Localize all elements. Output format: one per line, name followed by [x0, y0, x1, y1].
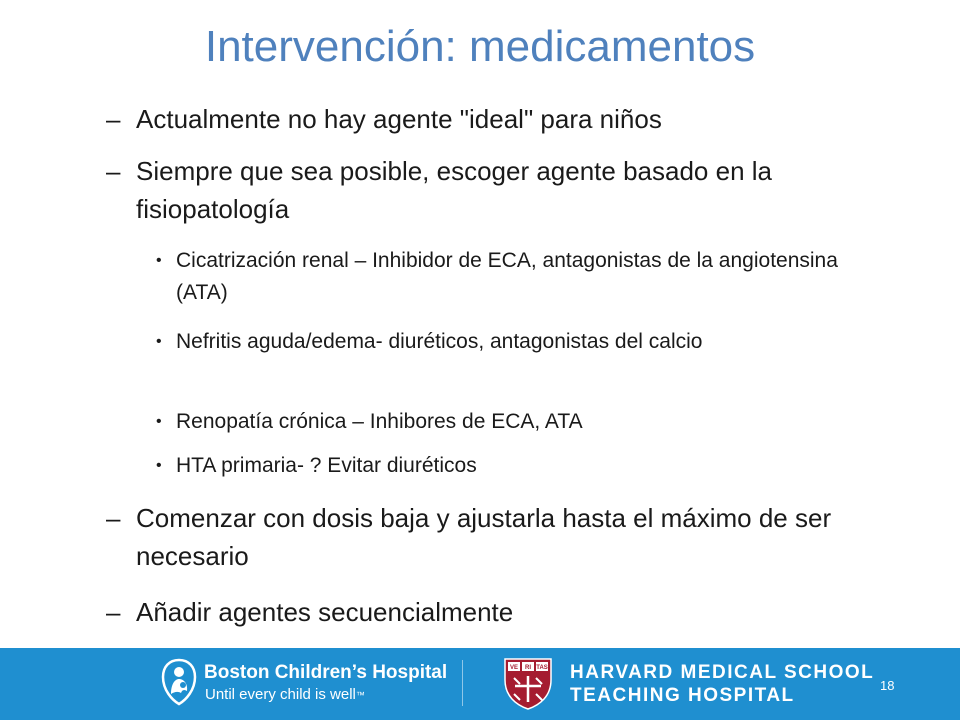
dash-marker: –	[106, 503, 121, 533]
bullet-level1	[106, 499, 886, 575]
bullet-level1	[106, 152, 886, 228]
harvard-school-name: HARVARD MEDICAL SCHOOL	[570, 662, 875, 683]
dot-marker: •	[156, 457, 162, 474]
dot-marker: •	[156, 333, 162, 350]
hospital-name: Boston Children’s Hospital	[204, 662, 448, 683]
bullet-text: Añadir agentes secuencialmente	[136, 597, 514, 627]
shield-letters-1: VE	[509, 665, 519, 671]
bullet-level2	[156, 406, 886, 438]
bullet-level2	[156, 245, 886, 309]
dot-marker: •	[156, 252, 162, 269]
dash-marker: –	[106, 156, 121, 186]
bullet-text: Renopatía crónica – Inhibores de ECA, ATA	[176, 410, 583, 433]
bullet-text: Comenzar con dosis baja y ajustarla hasta el máximo de ser necesario	[136, 503, 832, 571]
bullet-text: Cicatrización renal – Inhibidor de ECA, antagonistas de la angiotensina (ATA)	[176, 249, 838, 304]
dash-marker: –	[106, 104, 121, 134]
bullet-text: Actualmente no hay agente "ideal" para niños	[136, 104, 662, 134]
bullet-level1	[106, 100, 886, 138]
bullet-level1	[106, 593, 886, 631]
teaching-hospital-label: TEACHING HOSPITAL	[570, 685, 795, 706]
bullet-text: HTA primaria- ? Evitar diuréticos	[176, 454, 477, 477]
bullet-text: Siempre que sea posible, escoger agente basado en la fisiopatología	[136, 156, 772, 224]
footer-bar	[0, 648, 960, 720]
dot-marker: •	[156, 413, 162, 430]
dash-marker: –	[106, 597, 121, 627]
harvard-shield-icon	[502, 656, 554, 710]
trademark-mark: ™	[355, 690, 365, 700]
slide-title: Intervención: medicamentos	[204, 22, 756, 71]
shield-letters-2: RI	[525, 665, 531, 671]
bullet-text: Nefritis aguda/edema- diuréticos, antagonistas del calcio	[176, 330, 703, 353]
bullet-level2	[156, 326, 886, 358]
boston-childrens-logo-icon	[160, 658, 198, 706]
hospital-tagline: Until every child is well	[205, 686, 356, 703]
hospital-tagline-row	[205, 686, 365, 704]
page-number: 18	[880, 678, 895, 693]
footer-divider	[462, 660, 463, 706]
bullet-level2	[156, 450, 886, 482]
shield-letters-3: TAS	[536, 665, 548, 671]
